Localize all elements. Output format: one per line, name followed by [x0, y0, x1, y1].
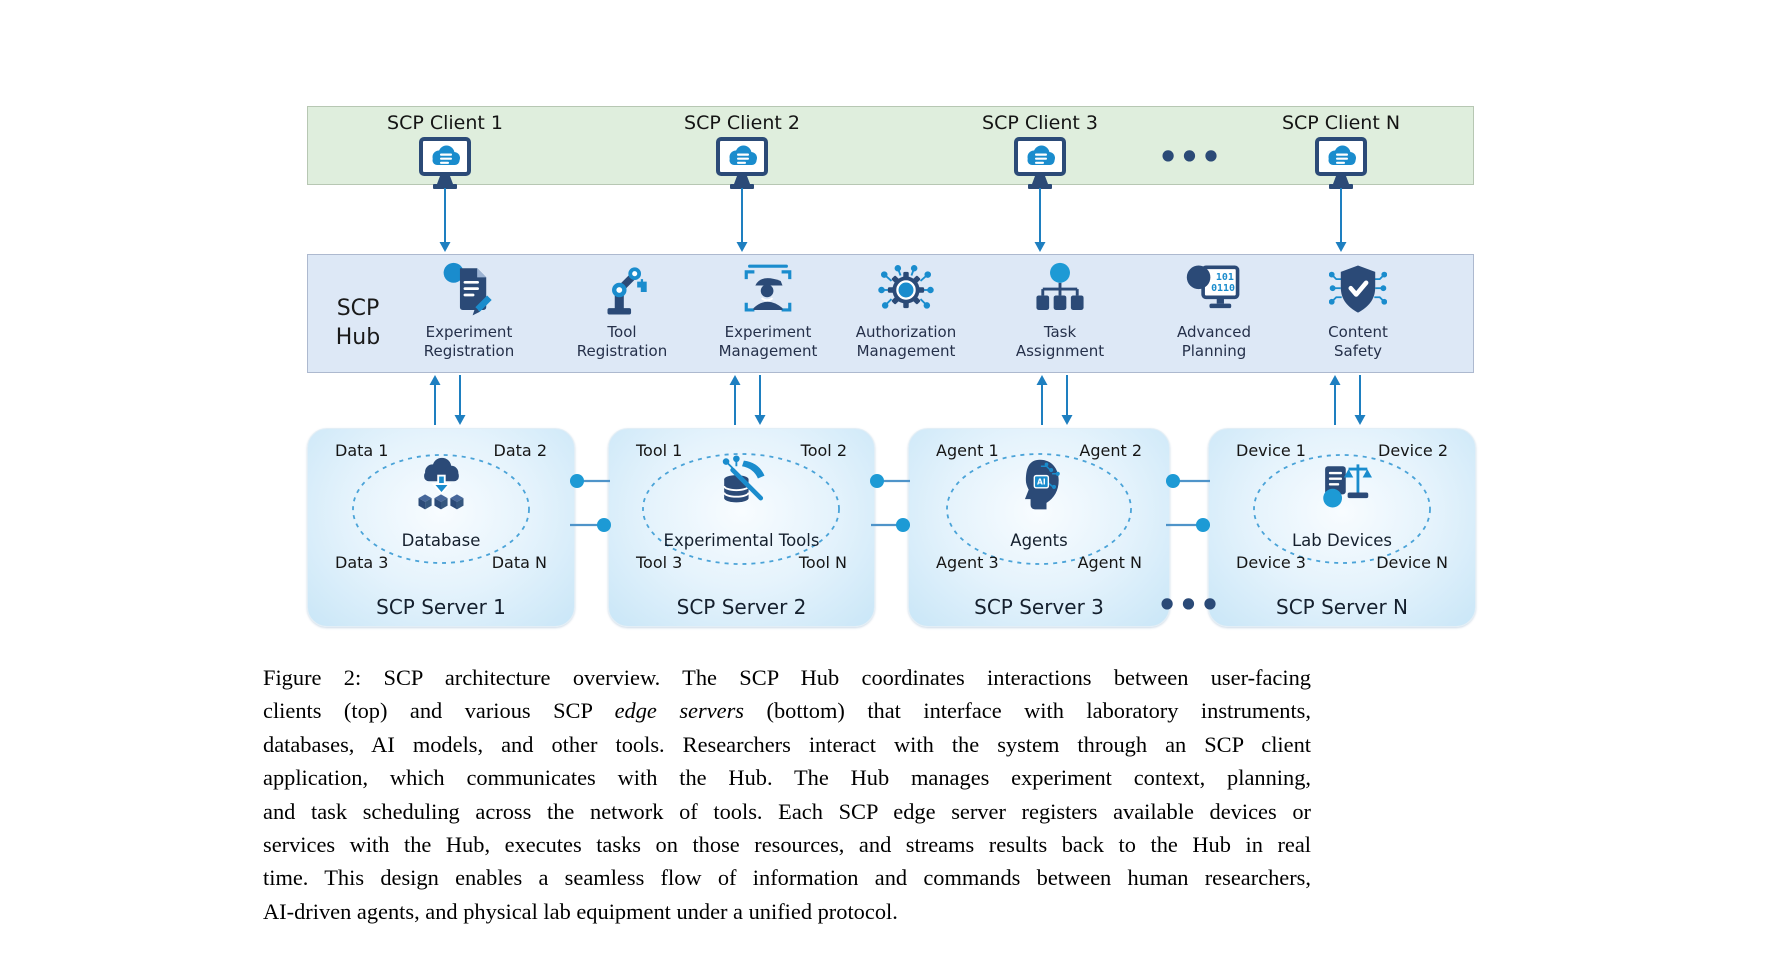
resource-label: Agent N [1077, 553, 1142, 572]
client-label: SCP Client N [1281, 112, 1401, 134]
feature-task-assignment [992, 258, 1128, 360]
feature-label-line2: Registration [576, 342, 668, 360]
server-title: SCP Server N [1276, 595, 1408, 619]
database-cloud-icon [411, 455, 471, 519]
caption-line: Figure 2: SCP architecture overview. The SCP Hub coordinates interactions between user-facing [263, 665, 1311, 690]
resource-label: Data 2 [493, 441, 547, 460]
lab-devices-icon [1312, 455, 1372, 519]
hub-title-line1: SCP [336, 296, 380, 321]
feature-label-line2: Management [718, 342, 818, 360]
monitor-cloud-icon [930, 137, 1150, 195]
resource-label: Agent 3 [936, 553, 999, 572]
resource-label: Device 2 [1378, 441, 1448, 460]
feature-label-line2: Management [856, 342, 956, 360]
caption-line: and task scheduling across the network of tools. Each SCP edge server registers available devices or [263, 798, 1311, 824]
monitor-binary-icon [1146, 258, 1282, 322]
resource-label: Tool N [798, 553, 847, 572]
monitor-cloud-icon [632, 137, 852, 195]
feature-label-line2: Assignment [1015, 342, 1105, 360]
resource-label: Tool 1 [636, 441, 683, 460]
ellipsis-dots: ••• [1157, 138, 1223, 176]
feature-label-line1: Content [1328, 323, 1388, 341]
caption-line: services with the Hub, executes tasks on those resources, and streams results back to the Hub in real [263, 832, 1311, 858]
feature-label-line2: Registration [423, 342, 515, 360]
client-label: SCP Client 3 [982, 112, 1098, 134]
caption-line: AI-driven agents, and physical lab equipment under a unified protocol. [263, 898, 898, 924]
resource-label: Data N [491, 553, 547, 572]
monitor-cloud-icon [335, 137, 555, 195]
client-column-n [1231, 106, 1451, 195]
client-column-2 [632, 106, 852, 195]
binary-text-line2: 0110 [1211, 282, 1236, 294]
caption-line: application, which communicates with the Hub. The Hub manages experiment context, planning, [263, 765, 1311, 791]
server-title: SCP Server 3 [974, 595, 1104, 619]
document-pencil-icon [401, 258, 537, 322]
feature-label-line2: Safety [1334, 342, 1382, 360]
caption-line: clients (top) and various SCP edge servers (bottom) that interface with laboratory instruments, [263, 698, 1311, 724]
server-box-2 [608, 428, 875, 627]
hub-title-line2: Hub [335, 325, 381, 350]
shield-check-icon [1290, 258, 1426, 322]
resource-label: Device 1 [1236, 441, 1306, 460]
ai-chip-text: AI [1037, 477, 1046, 487]
feature-content-safety [1290, 258, 1426, 360]
client-label: SCP Client 2 [684, 112, 800, 134]
caption-line: time. This design enables a seamless flow of information and commands between human researchers, [263, 865, 1311, 891]
server-resource-name: Database [401, 531, 481, 550]
server-resource-name: Lab Devices [1291, 531, 1393, 550]
ai-head-icon [1009, 455, 1069, 519]
resource-label: Tool 2 [800, 441, 847, 460]
resource-label: Data 1 [335, 441, 389, 460]
server-resource-name: Agents [1010, 531, 1068, 550]
hierarchy-icon [992, 258, 1128, 322]
feature-experiment-management [700, 258, 836, 360]
server-box-n [1208, 428, 1476, 627]
hub-title [309, 294, 407, 352]
resource-label: Agent 2 [1079, 441, 1142, 460]
feature-label-line1: Advanced [1176, 323, 1252, 341]
ellipsis-dots: ••• [1156, 586, 1222, 624]
feature-label-line2: Planning [1181, 342, 1247, 360]
feature-label-line1: Authorization [855, 323, 957, 341]
resource-label: Device N [1376, 553, 1448, 572]
database-pickaxe-icon [712, 455, 772, 519]
client-label: SCP Client 1 [387, 112, 503, 134]
server-resource-name: Experimental Tools [663, 531, 820, 550]
resource-label: Tool 3 [636, 553, 683, 572]
robot-arm-icon [554, 258, 690, 322]
face-scan-icon [700, 258, 836, 322]
caption-line: databases, AI models, and other tools. Researchers interact with the system through an SCP client [263, 731, 1311, 757]
monitor-cloud-icon [1231, 137, 1451, 195]
server-title: SCP Server 1 [376, 595, 506, 619]
server-box-1 [307, 428, 575, 627]
server-box-3 [908, 428, 1170, 627]
binary-text-line1: 101 [1215, 272, 1234, 284]
gear-circuit-icon [838, 258, 974, 322]
server-title: SCP Server 2 [676, 595, 807, 619]
resource-label: Data 3 [335, 553, 389, 572]
feature-advanced-planning [1146, 258, 1282, 360]
client-column-3 [930, 106, 1150, 195]
feature-label-line1: Task [1043, 323, 1077, 341]
feature-label-line1: Experiment [724, 323, 812, 341]
resource-label: Device 3 [1236, 553, 1306, 572]
feature-authorization-management [838, 258, 974, 360]
feature-experiment-registration [401, 258, 537, 360]
feature-label-line1: Experiment [425, 323, 513, 341]
figure-caption [263, 661, 1311, 928]
client-column-1 [335, 106, 555, 195]
resource-label: Agent 1 [936, 441, 999, 460]
feature-label-line1: Tool [607, 323, 637, 341]
feature-tool-registration [554, 258, 690, 360]
